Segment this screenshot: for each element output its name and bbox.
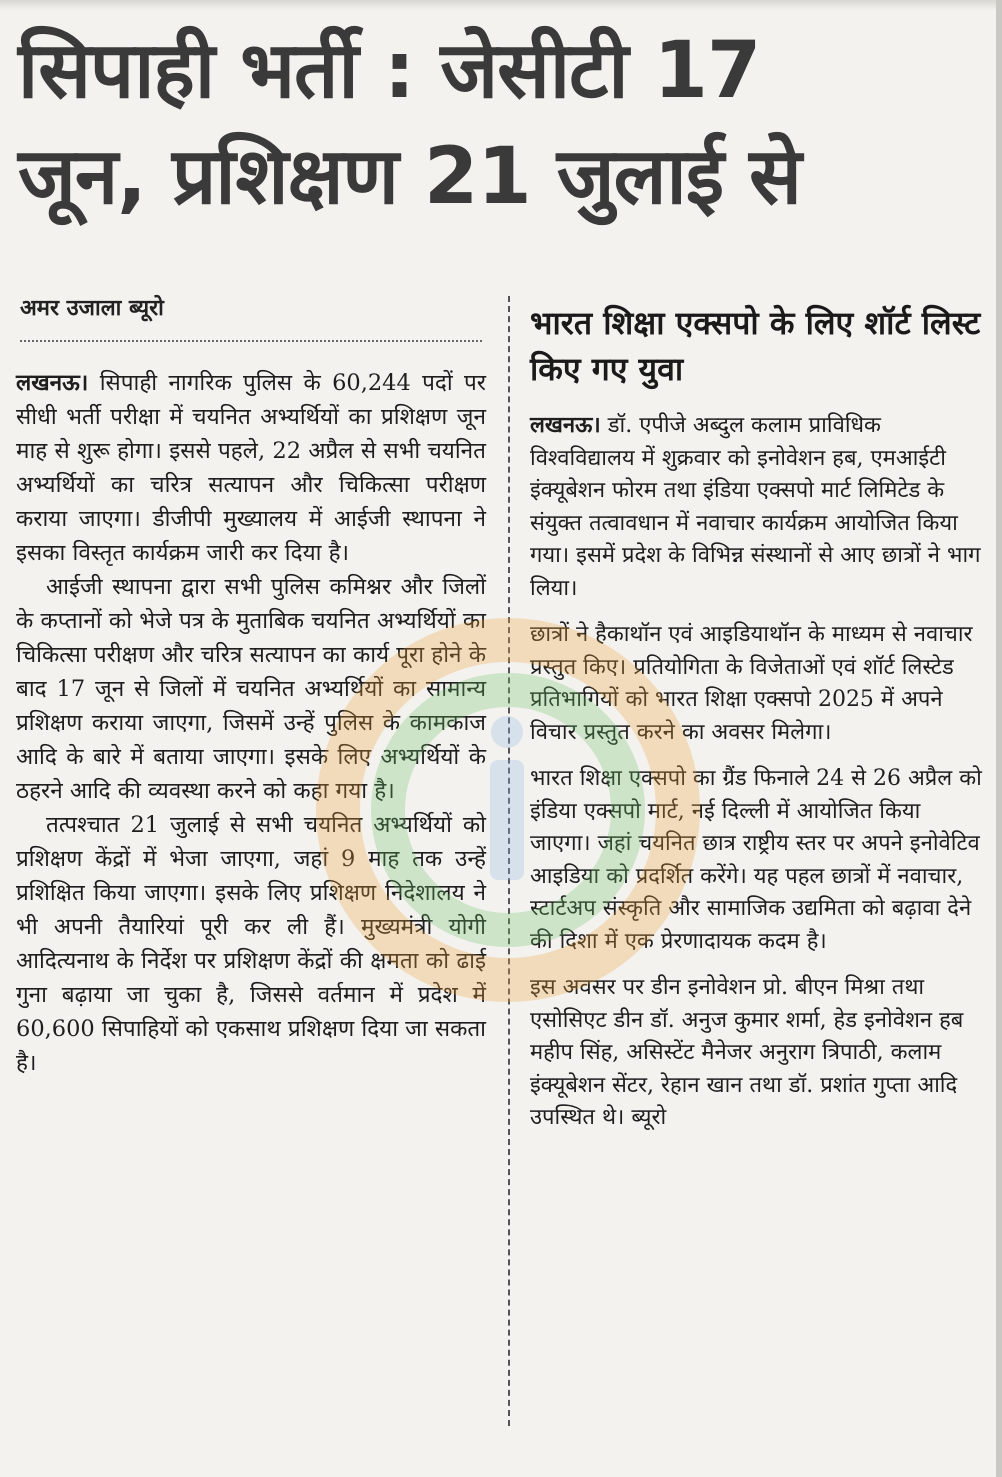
byline: अमर उजाला ब्यूरो: [20, 296, 164, 321]
right-article-paragraph-3: भारत शिक्षा एक्सपो का ग्रैंड फिनाले 24 से 26 अप्रैल को इंडिया एक्सपो मार्ट, नई दिल्ली में आयोजित किया जाएगा। जहां चयनित छात्र राष्ट्रीय स्तर पर अपने इनोवेटिव आइडिया को प्रदर्शित करेंगे। यह पहल छात्रों में नवाचार, स्टार्टअप संस्कृति और सामाजिक उद्यमिता को बढ़ावा देने की दिशा में एक प्रेरणादायक कदम है।: [530, 766, 982, 954]
main-headline-line-1: सिपाही भर्ती : जेसीटी 17: [18, 26, 761, 116]
column-divider: [508, 296, 510, 1426]
watermark-glyph-stem: [490, 760, 524, 880]
main-headline: [18, 18, 978, 230]
main-headline-line-2: जून, प्रशिक्षण 21 जुलाई से: [18, 132, 801, 222]
right-article-headline: भारत शिक्षा एक्सपो के लिए शॉर्ट लिस्ट किए गए युवा: [530, 304, 981, 388]
byline-rule: [20, 340, 482, 342]
left-article-paragraph-1: [16, 366, 486, 570]
left-article-paragraph-2: आईजी स्थापना द्वारा सभी पुलिस कमिश्नर और जिलों के कप्तानों को भेजे पत्र के मुताबिक चयनित अभ्यर्थियों का चिकित्सा परीक्षण और चरित्र सत्यापन का कार्य पूरा होने के बाद 17 जून से जिलों में चयनित अभ्यर्थियों का सामान्य प्रशिक्षण कराया जाएगा, जिसमें उन्हें पुलिस के कामकाज आदि के बारे में बताया जाएगा। इसके लिए अभ्यर्थियों के ठहरने आदि की व्यवस्था करने को कहा गया है।: [16, 574, 486, 804]
right-article: [530, 300, 985, 1149]
right-article-paragraph-1: [530, 410, 985, 605]
right-article-paragraph-2: छात्रों ने हैकाथॉन एवं आइडियाथॉन के माध्यम से नवाचार प्रस्तुत किए। प्रतियोगिता के विजेताओं एवं शॉर्ट लिस्टेड प्रतिभागियों को भारत शिक्षा एक्सपो 2025 में अपने विचार प्रस्तुत करने का अवसर मिलेगा।: [530, 622, 973, 745]
page-edge: [996, 0, 1002, 1477]
left-article-paragraph-1-text: सिपाही नागरिक पुलिस के 60,244 पदों पर सीधी भर्ती परीक्षा में चयनित अभ्यर्थियों का प्रशिक्षण जून माह से शुरू होगा। इससे पहले, 22 अप्रैल से सभी चयनित अभ्यर्थियों का चरित्र सत्यापन और चिकित्सा परीक्षण कराया जाएगा। डीजीपी मुख्यालय में आईजी स्थापना ने इसका विस्तृत कार्यक्रम जारी कर दिया है।: [16, 370, 487, 566]
right-article-paragraph-1-text: डॉ. एपीजे अब्दुल कलाम प्राविधिक विश्वविद्यालय में शुक्रवार को इनोवेशन हब, एमआईटी इंक्यूबेशन फोरम तथा इंडिया एक्सपो मार्ट लिमिटेड के संयुक्त तत्वावधान में नवाचार कार्यक्रम आयोजित किया गया। इसमें प्रदेश के विभिन्न संस्थानों से आए छात्रों ने भाग लिया।: [530, 413, 981, 601]
top-strip: [0, 0, 1002, 10]
right-article-dateline: लखनऊ।: [530, 413, 601, 438]
right-article-paragraph-4: इस अवसर पर डीन इनोवेशन प्रो. बीएन मिश्रा तथा एसोसिएट डीन डॉ. अनुज कुमार शर्मा, हेड इनोवेशन हब महीप सिंह, असिस्टेंट मैनेजर अनुराग त्रिपाठी, कलाम इंक्यूबेशन सेंटर, रेहान खान तथा डॉ. प्रशांत गुप्ता आदि उपस्थित थे। ब्यूरो: [530, 975, 964, 1130]
left-article: [16, 366, 486, 1080]
left-article-paragraph-3: तत्पश्चात 21 जुलाई से सभी चयनित अभ्यर्थियों को प्रशिक्षण केंद्रों में भेजा जाएगा, जहां 9 माह तक उन्हें प्रशिक्षित किया जाएगा। इसके लिए प्रशिक्षण निदेशालय ने भी अपनी तैयारियां पूरी कर ली हैं। मुख्यमंत्री योगी आदित्यनाथ के निर्देश पर प्रशिक्षण केंद्रों की क्षमता को ढाई गुना बढ़ाया जा चुका है, जिससे वर्तमान में प्रदेश में 60,600 सिपाहियों को एकसाथ प्रशिक्षण दिया जा सकता है।: [16, 812, 486, 1076]
left-article-dateline: लखनऊ।: [16, 370, 89, 396]
watermark-glyph-dot: [491, 716, 523, 748]
